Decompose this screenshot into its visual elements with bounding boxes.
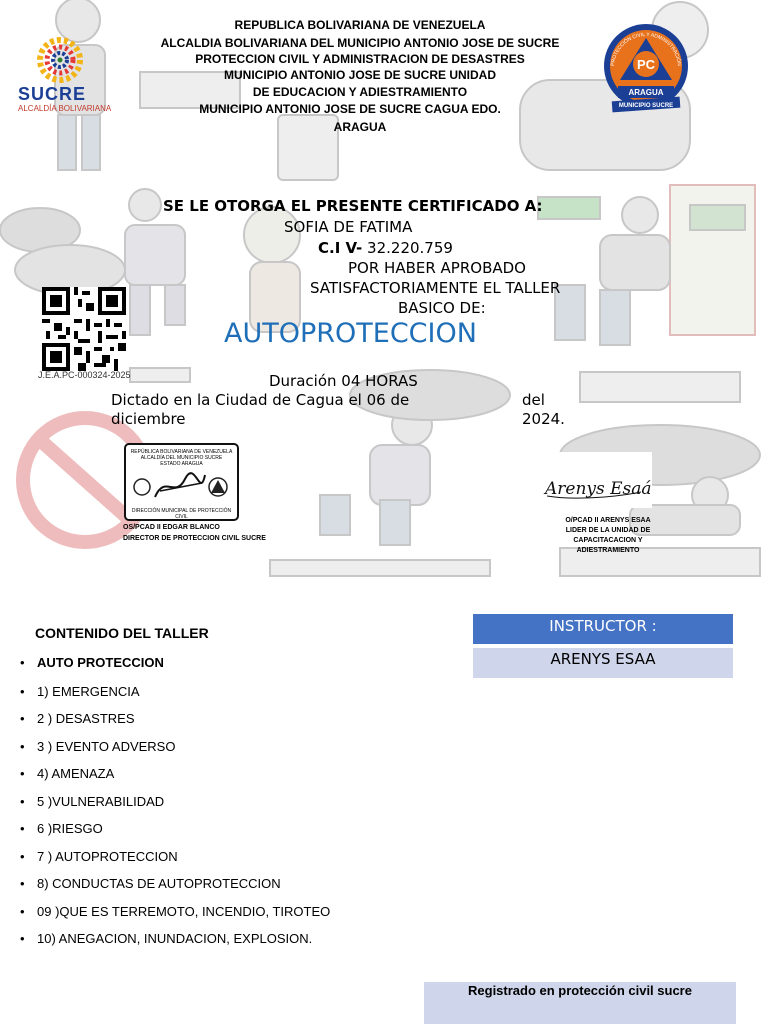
stamp-line-1: REPÚBLICA BOLIVARIANA DE VENEZUELA (130, 449, 233, 455)
recipient-name: SOFIA DE FATIMA (284, 218, 413, 236)
header-line-3: PROTECCION CIVIL Y ADMINISTRACION DE DESASTRES (195, 52, 525, 66)
stamp-line-3: ESTADO ARAGUA (160, 461, 203, 467)
bullet-dot: • (20, 794, 25, 809)
instructor-name: ARENYS ESAA (473, 648, 733, 678)
approval-line-3: BASICO DE: (398, 299, 486, 317)
signature-right-box (541, 452, 652, 508)
signature-right-line-4: ADIESTRAMIENTO (576, 547, 640, 554)
id-number: 32.220.759 (367, 239, 453, 257)
bullet-dot: • (20, 766, 25, 781)
proteccion-civil-logo (600, 22, 692, 114)
bullet-dot: • (20, 849, 25, 864)
signature-left-title: DIRECTOR DE PROTECCION CIVIL SUCRE (123, 535, 266, 542)
bullet-dot: • (20, 655, 25, 670)
approval-line-1: POR HABER APROBADO (348, 259, 526, 277)
bullet-dot: • (20, 876, 25, 891)
pc-logo-band-1: ARAGUA (628, 88, 664, 97)
header-line-1: REPUBLICA BOLIVARIANA DE VENEZUELA (234, 18, 486, 32)
contents-title: CONTENIDO DEL TALLER (35, 625, 209, 641)
bullet-dot: • (20, 904, 25, 919)
issued-del: del (522, 391, 545, 409)
bullet-dot: • (20, 821, 25, 836)
pc-logo-ring-text: PROTECCIÓN CIVIL Y ADMINISTRACIÓN (610, 31, 682, 67)
registration-note: Registrado en protección civil sucre (424, 982, 736, 1024)
issued-year: 2024. (522, 410, 565, 428)
issued-place-date: Dictado en la Ciudad de Cagua el 06 de (111, 391, 410, 409)
signature-right-line-3: CAPACITACACION Y (573, 537, 643, 544)
official-stamp (124, 443, 239, 521)
header-line-7: ARAGUA (333, 120, 387, 134)
sucre-logo-subtext: ALCALDÍA BOLIVARIANA (18, 104, 112, 113)
stamp-signature-graphic (130, 469, 233, 505)
header-line-4: MUNICIPIO ANTONIO JOSE DE SUCRE UNIDAD (223, 68, 497, 82)
signature-right-graphic (541, 452, 652, 508)
qr-code (42, 287, 126, 371)
issued-month: diciembre (111, 410, 186, 428)
pc-logo-letters: PC (636, 57, 656, 72)
signature-right-line-1: O/PCAD II ARENYS ESAA (565, 517, 651, 524)
pc-logo-band-2: MUNICIPIO SUCRE (618, 103, 674, 109)
signature-right-line-2: LIDER DE LA UNIDAD DE (565, 527, 651, 534)
instructor-header: INSTRUCTOR : (473, 614, 733, 644)
stamp-line-2: ALCALDÍA DEL MUNICIPIO SUCRE (140, 455, 223, 461)
duration-text: Duración 04 HORAS (269, 372, 418, 390)
header-line-5: DE EDUCACION Y ADIESTRAMIENTO (252, 85, 468, 99)
id-line (318, 239, 453, 257)
stamp-bottom: DIRECCIÓN MUNICIPAL DE PROTECCIÓN CIVIL (131, 508, 232, 520)
bullet-dot: • (20, 739, 25, 754)
bullet-dot: • (20, 711, 25, 726)
signature-left-name: OS/PCAD II EDGAR BLANCO (123, 524, 220, 531)
bullet-dot: • (20, 931, 25, 946)
grant-text: SE LE OTORGA EL PRESENTE CERTIFICADO A: (163, 197, 543, 215)
qr-code-label: J.E.A.PC-000324-2025 (38, 370, 131, 380)
signature-right-script: Arenys Esaá (545, 479, 652, 499)
id-label: C.I V- (318, 239, 363, 257)
header-line-2: ALCALDIA BOLIVARIANA DEL MUNICIPIO ANTONIO JOSE DE SUCRE (160, 36, 560, 50)
approval-line-2: SATISFACTORIAMENTE EL TALLER (310, 279, 561, 297)
course-title: AUTOPROTECCION (224, 318, 477, 349)
bullet-dot: • (20, 684, 25, 699)
header-line-6: MUNICIPIO ANTONIO JOSE DE SUCRE CAGUA EDO. (199, 102, 501, 116)
sucre-logo-text: SUCRE (18, 84, 87, 104)
